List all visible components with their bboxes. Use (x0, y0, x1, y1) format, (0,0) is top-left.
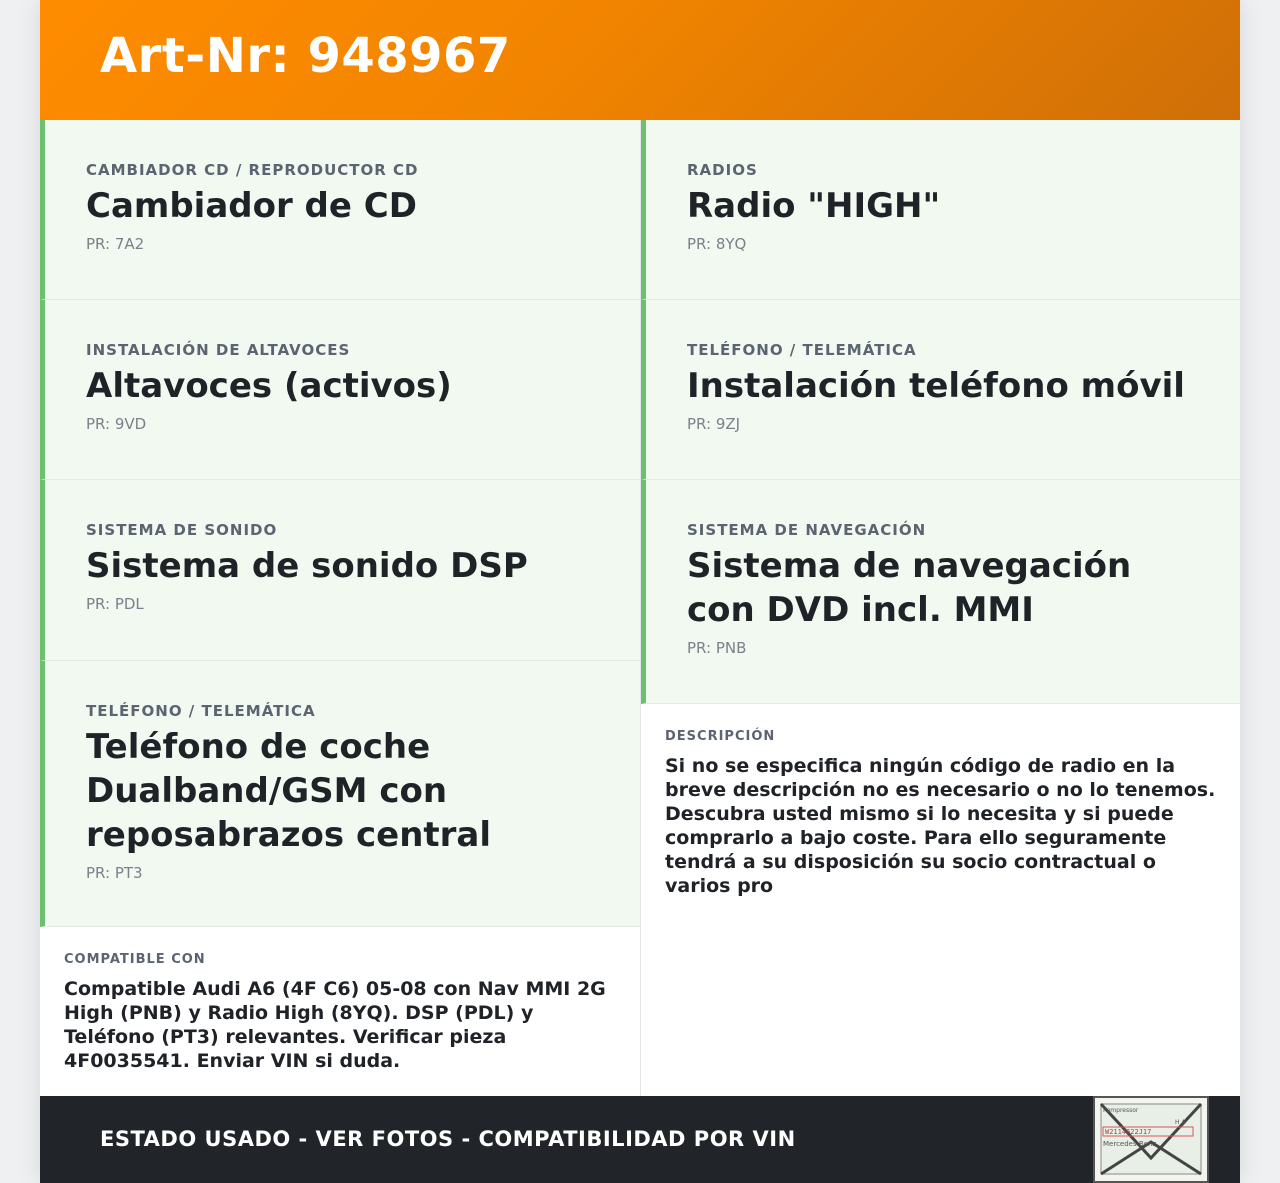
svg-text:Kompressor: Kompressor (1103, 1107, 1139, 1114)
card-category: SISTEMA DE NAVEGACIÓN (687, 521, 927, 539)
part-label-icon (1095, 1098, 1207, 1181)
card-pr-code: PR: PT3 (86, 864, 143, 882)
article-number-title: Art-Nr: 948967 (100, 28, 511, 84)
svg-text:H A: H A (1175, 1119, 1186, 1126)
compatibility-label: COMPATIBLE CON (64, 952, 206, 967)
card-title: Teléfono de coche Dualband/GSM con reposabrazos central (86, 727, 492, 855)
card-category: TELÉFONO / TELEMÁTICA (86, 702, 316, 720)
equipment-card (40, 661, 640, 927)
card-category: RADIOS (687, 161, 758, 179)
footer-bar (40, 1096, 1240, 1183)
card-title: Radio "HIGH" (687, 186, 941, 226)
card-category: TELÉFONO / TELEMÁTICA (687, 341, 917, 359)
equipment-card (40, 480, 640, 661)
card-title: Sistema de navegación con DVD incl. MMI (687, 546, 1132, 630)
page (40, 0, 1240, 1183)
card-pr-code: PR: 8YQ (687, 235, 747, 253)
description-text: Si no se especifica ningún código de radio en la breve descripción no es necesario o no lo tenemos. Descubra usted mismo si lo necesita y si puede comprarlo a bajo coste. Para ello seguramente tendrá a su disposición su socio contractual o varios pro (665, 755, 1216, 897)
card-title: Sistema de sonido DSP (86, 546, 528, 586)
card-title: Instalación teléfono móvil (687, 366, 1185, 406)
card-pr-code: PR: PNB (687, 639, 747, 657)
card-pr-code: PR: 9VD (86, 415, 147, 433)
compatibility-text: Compatible Audi A6 (4F C6) 05-08 con Nav MMI 2G High (PNB) y Radio High (8YQ). DSP (PDL) y Teléfono (PT3) relevantes. Verificar pieza 4F0035541. Enviar VIN si duda. (64, 978, 606, 1072)
description-label: DESCRIPCIÓN (665, 729, 776, 744)
card-pr-code: PR: 7A2 (86, 235, 145, 253)
equipment-card (40, 120, 640, 300)
equipment-card (641, 480, 1240, 704)
card-title: Altavoces (activos) (86, 366, 452, 406)
card-title: Cambiador de CD (86, 186, 417, 226)
card-pr-code: PR: 9ZJ (687, 415, 741, 433)
card-pr-code: PR: PDL (86, 595, 144, 613)
equipment-card (641, 120, 1240, 300)
card-category: CAMBIADOR CD / REPRODUCTOR CD (86, 161, 419, 179)
left-column (40, 120, 640, 1073)
svg-text:W2114622J17: W2114622J17 (1105, 1128, 1152, 1136)
compatibility-section (40, 927, 640, 1073)
part-label-thumbnail (1093, 1096, 1209, 1183)
card-category: SISTEMA DE SONIDO (86, 521, 278, 539)
svg-text:Mercedes-Benz: Mercedes-Benz (1103, 1140, 1157, 1148)
equipment-card (641, 300, 1240, 480)
footer-status-text: ESTADO USADO - VER FOTOS - COMPATIBILIDAD POR VIN (100, 1127, 796, 1151)
header-banner (40, 0, 1240, 120)
right-column (640, 120, 1240, 1096)
card-category: INSTALACIÓN DE ALTAVOCES (86, 341, 351, 359)
equipment-card (40, 300, 640, 480)
description-section (641, 704, 1240, 898)
